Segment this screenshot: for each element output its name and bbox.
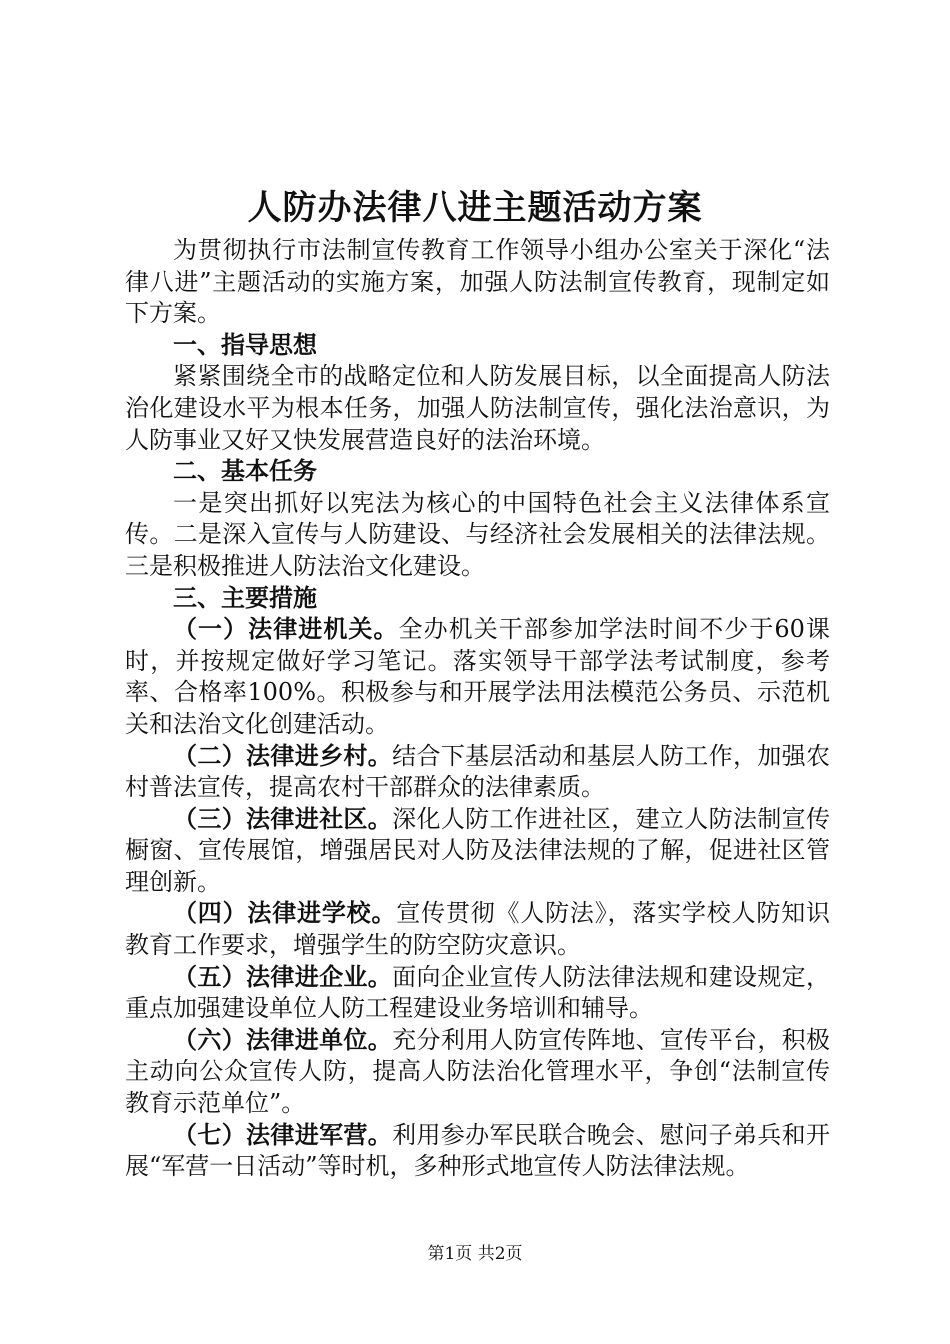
page-footer: 第1页 共2页 bbox=[427, 1244, 523, 1264]
measure-text: 深化人防工作进社区，建立人防法制宣传橱窗、宣传展馆，增强居民对人防及法律法规的了解，促进社区管理创新。 bbox=[125, 804, 831, 896]
measure-item bbox=[125, 1025, 830, 1120]
intro-paragraph: 为贯彻执行市法制宣传教育工作领导小组办公室关于深化“法律八进”主题活动的实施方案，加强人防法制宣传教育，现制定如下方案。 bbox=[125, 236, 830, 328]
measure-item bbox=[125, 614, 830, 740]
section-heading-main-measures: 三、主要措施 bbox=[173, 583, 317, 612]
measure-text: 充分利用人防宣传阵地、宣传平台，积极主动向公众宣传人防，提高人防法治化管理水平，争创“法制宣传教育示范单位”。 bbox=[125, 1025, 831, 1118]
measure-label: （六）法律进单位。 bbox=[173, 1025, 393, 1054]
section-heading-basic-tasks: 二、基本任务 bbox=[173, 457, 317, 486]
measure-label: （五）法律进企业。 bbox=[173, 962, 393, 991]
measure-label: （四）法律进学校。 bbox=[173, 899, 397, 928]
basic-tasks-paragraph: 一是突出抓好以宪法为核心的中国特色社会主义法律体系宣传。二是深入宣传与人防建设、与经济社会发展相关的法律法规。三是积极推进人防法治文化建设。 bbox=[125, 488, 830, 580]
measure-label: （一）法律进机关。 bbox=[173, 615, 399, 644]
measure-text: 全办机关干部参加学法时间不少于60课时，并按规定做好学习笔记。落实领导干部学法考试制度，参考率、合格率100%。积极参与和开展学法用法模范公务员、示范机关和法治文化创建活动。 bbox=[125, 615, 830, 738]
measure-text: 面向企业宣传人防法律法规和建设规定，重点加强建设单位人防工程建设业务培训和辅导。 bbox=[125, 962, 831, 1023]
measure-label: （二）法律进乡村。 bbox=[173, 741, 393, 770]
document-body bbox=[125, 235, 830, 1183]
section-heading-guiding-ideology: 一、指导思想 bbox=[173, 330, 317, 359]
measure-text: 利用参办军民联合晚会、慰问子弟兵和开展“军营一日活动”等时机，多种形式地宣传人防法律法规。 bbox=[125, 1120, 831, 1181]
measure-item bbox=[125, 898, 830, 961]
measure-text: 结合下基层活动和基层人防工作，加强农村普法宣传，提高农村干部群众的法律素质。 bbox=[125, 741, 831, 802]
measure-item bbox=[125, 741, 830, 804]
document-title: 人防办法律八进主题活动方案 bbox=[247, 188, 703, 228]
measure-text: 宣传贯彻《人防法》，落实学校人防知识教育工作要求，增强学生的防空防灾意识。 bbox=[125, 899, 831, 960]
measure-label: （七）法律进军营。 bbox=[173, 1120, 393, 1149]
guiding-ideology-paragraph: 紧紧围绕全市的战略定位和人防发展目标，以全面提高人防法治化建设水平为根本任务，加强人防法制宣传，强化法治意识，为人防事业又好又快发展营造良好的法治环境。 bbox=[125, 362, 830, 454]
measure-label: （三）法律进社区。 bbox=[173, 804, 393, 833]
measure-item bbox=[125, 1120, 830, 1183]
measure-item bbox=[125, 962, 830, 1025]
measure-item bbox=[125, 804, 830, 899]
